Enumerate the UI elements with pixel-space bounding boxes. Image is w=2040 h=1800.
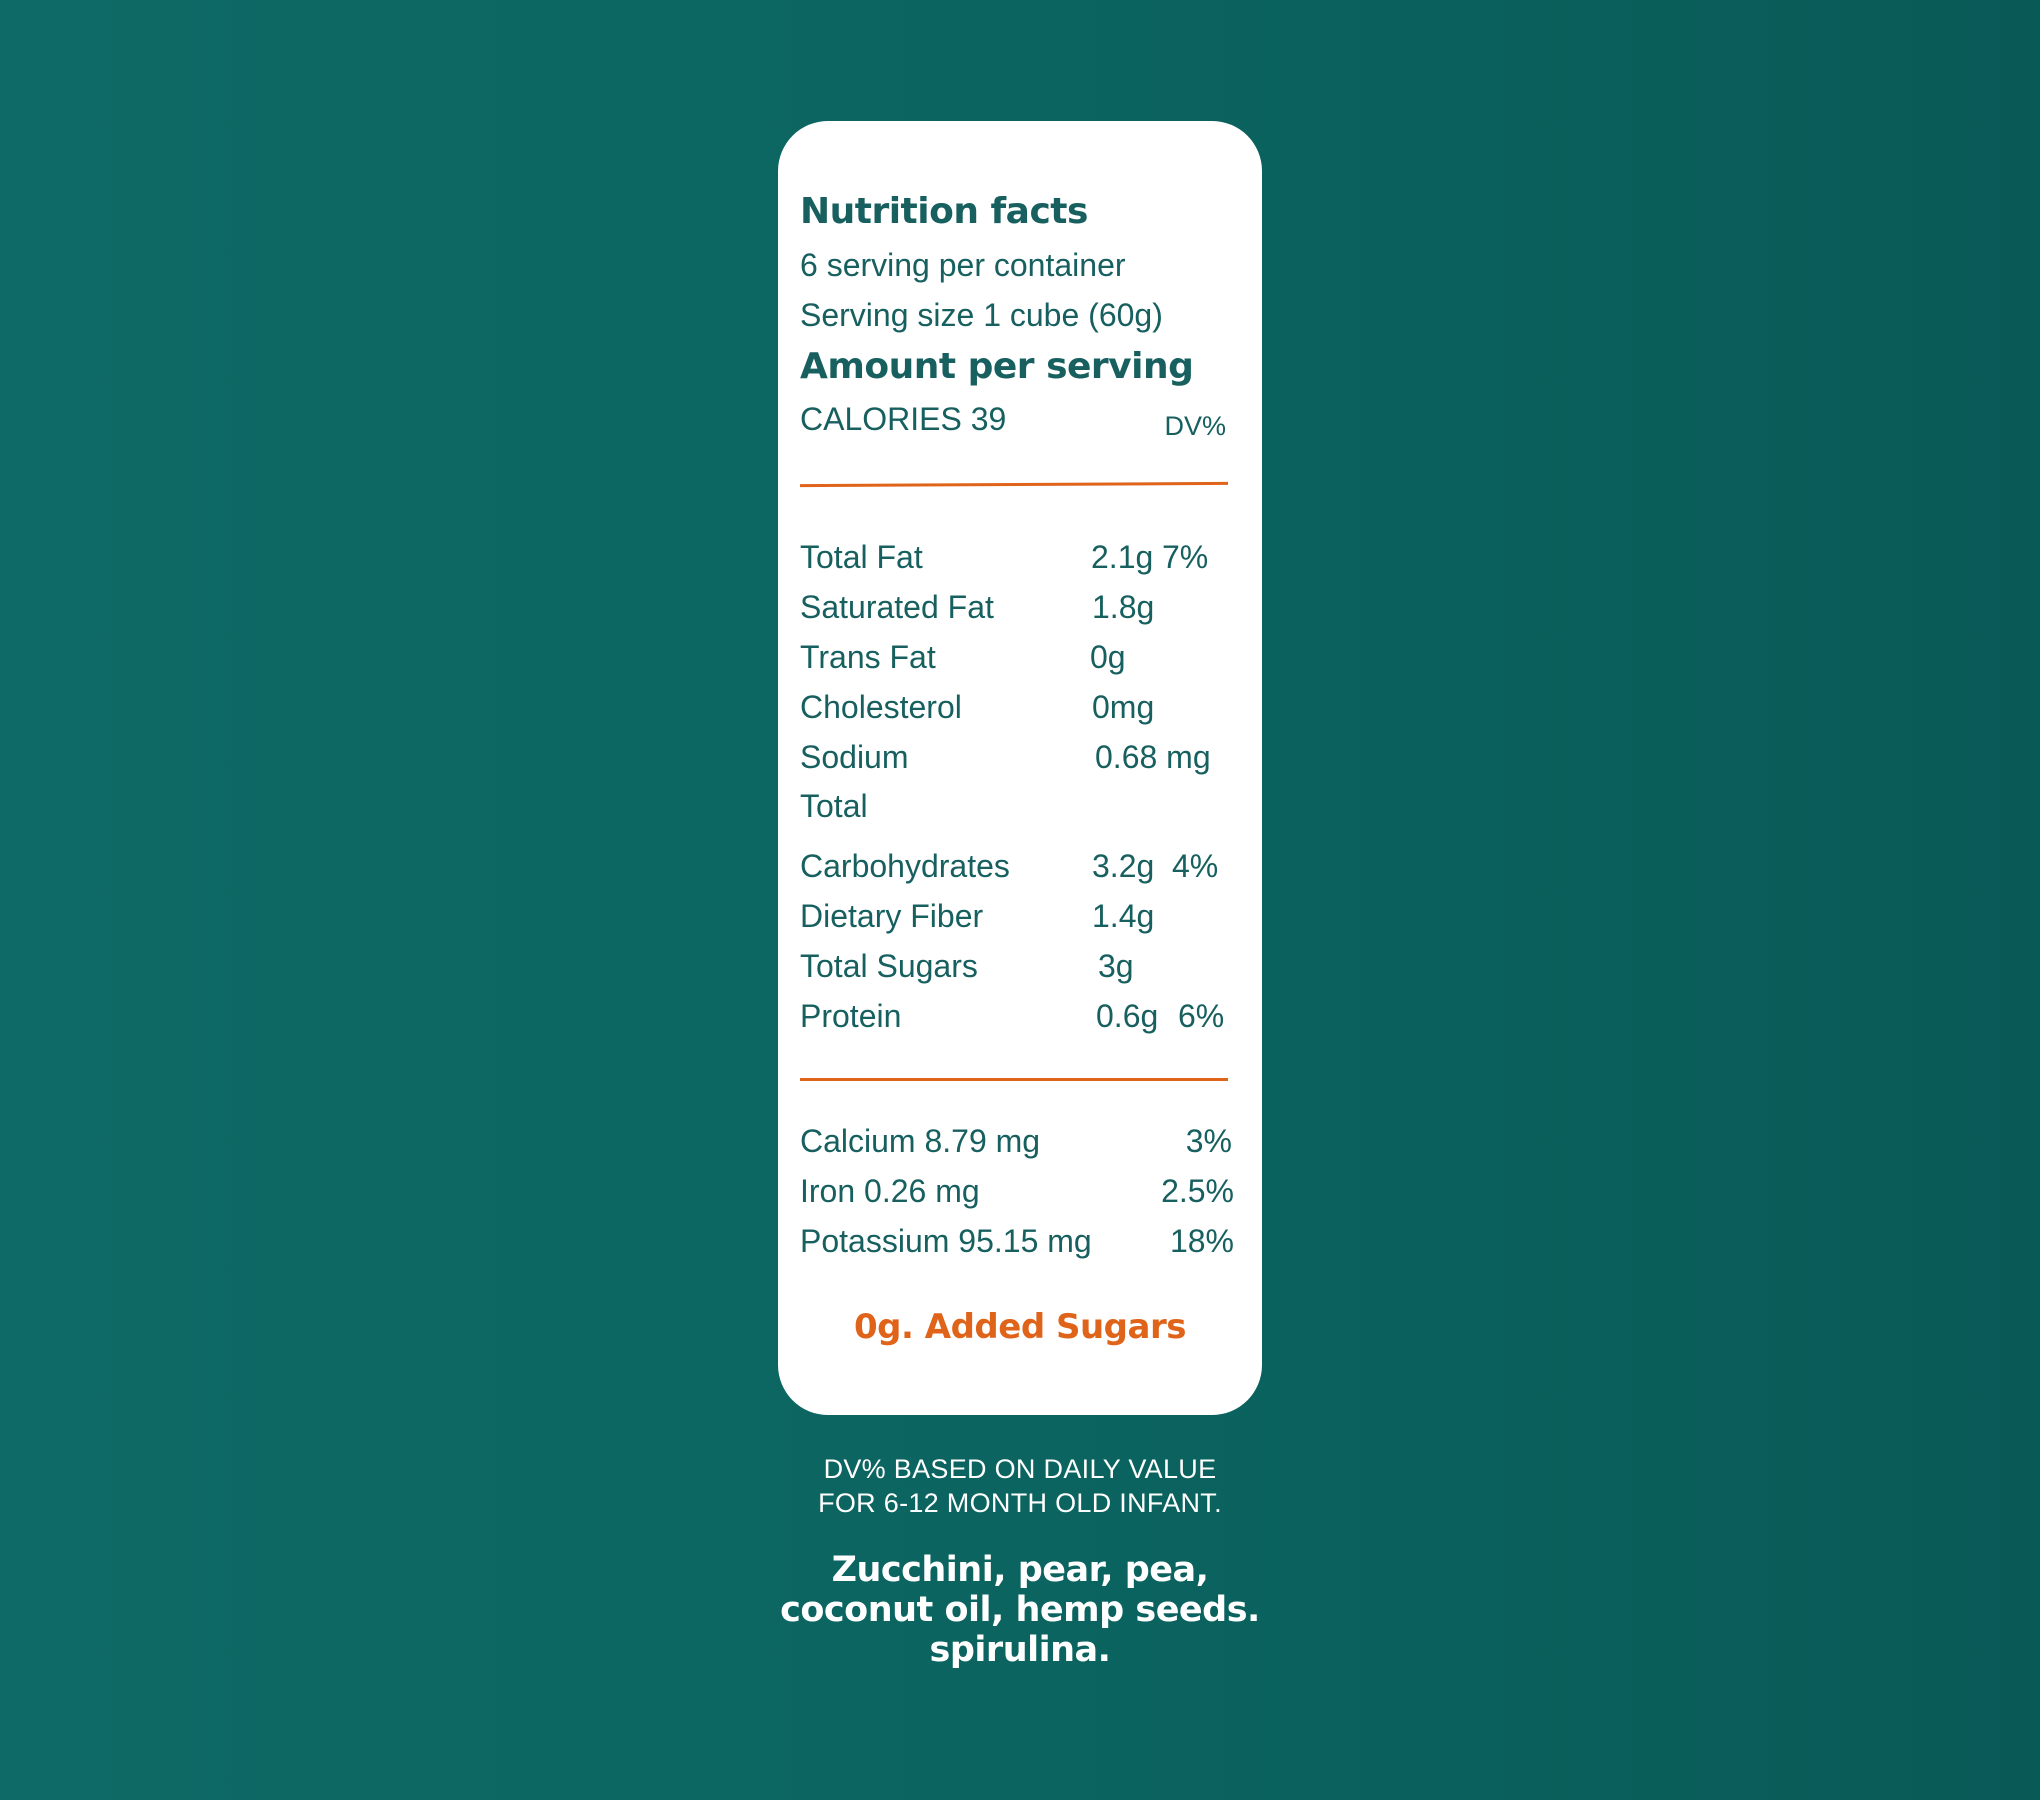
nutrient-name: Total Sugars — [800, 948, 978, 984]
nutrient-value: 3.2g — [1092, 848, 1155, 884]
mineral-row-potassium — [800, 1223, 1240, 1263]
nutrient-name: Dietary Fiber — [800, 898, 984, 934]
amount-per-serving-heading: Amount per serving — [800, 346, 1194, 387]
mineral-row-iron — [800, 1173, 1240, 1213]
nutrient-name: Saturated Fat — [800, 589, 994, 625]
ingredients-line-3: spirulina. — [929, 1630, 1111, 1670]
nutrient-row-carbohydrates — [800, 848, 1240, 888]
servings-per-container: 6 serving per container — [800, 247, 1126, 283]
ingredients-line-2: coconut oil, hemp seeds. — [780, 1590, 1260, 1630]
nutrient-value: 0.6g — [1096, 998, 1159, 1034]
nutrient-row-dietary-fiber — [800, 898, 1240, 938]
ingredients-line-1: Zucchini, pear, pea, — [831, 1550, 1209, 1590]
nutrient-row-trans-fat — [800, 639, 1240, 679]
added-sugars-note: 0g. Added Sugars — [854, 1307, 1186, 1347]
nutrient-dv: 6% — [1178, 998, 1225, 1034]
nutrient-value: 2.1g — [1091, 539, 1154, 575]
nutrient-name: Total Fat — [800, 539, 923, 575]
nutrition-title: Nutrition facts — [800, 191, 1088, 232]
nutrient-name: Protein — [800, 998, 902, 1034]
ingredients-list — [700, 1550, 1340, 1670]
nutrient-name: Sodium — [800, 739, 909, 775]
mineral-dv: 2.5% — [1161, 1173, 1234, 1209]
nutrient-name: Total — [800, 788, 868, 824]
nutrient-name: Cholesterol — [800, 689, 962, 725]
nutrient-row-cholesterol — [800, 689, 1240, 729]
nutrient-row-total-fat — [800, 539, 1240, 579]
nutrient-name: Trans Fat — [800, 639, 936, 675]
mineral-name: Potassium 95.15 mg — [800, 1223, 1092, 1259]
nutrient-value: 0.68 mg — [1095, 739, 1211, 775]
nutrient-value: 3g — [1098, 948, 1134, 984]
nutrient-value: 1.4g — [1092, 898, 1155, 934]
mineral-dv: 18% — [1169, 1223, 1234, 1259]
nutrient-value: 1.8g — [1092, 589, 1155, 625]
nutrition-label — [800, 121, 1240, 1415]
nutrient-row-total-sugars — [800, 948, 1240, 988]
serving-size: Serving size 1 cube (60g) — [800, 297, 1163, 333]
dv-footnote-line-2: FOR 6-12 MONTH OLD INFANT. — [818, 1488, 1222, 1518]
nutrition-card — [778, 121, 1262, 1415]
nutrient-row-saturated-fat — [800, 589, 1240, 629]
nutrient-row-protein — [800, 998, 1240, 1038]
nutrient-value: 0g — [1090, 639, 1126, 675]
dv-header: DV% — [1164, 411, 1226, 441]
nutrient-dv: 4% — [1172, 848, 1219, 884]
divider-bottom — [800, 1078, 1228, 1081]
calories: CALORIES 39 — [800, 401, 1007, 437]
nutrient-value: 0mg — [1092, 689, 1155, 725]
dv-footnote — [720, 1452, 1320, 1520]
nutrient-row-sodium — [800, 739, 1240, 779]
mineral-name: Iron 0.26 mg — [800, 1173, 980, 1209]
mineral-name: Calcium 8.79 mg — [800, 1123, 1041, 1159]
nutrient-dv: 7% — [1162, 539, 1209, 575]
mineral-row-calcium — [800, 1123, 1240, 1163]
dv-footnote-line-1: DV% BASED ON DAILY VALUE — [823, 1454, 1217, 1484]
mineral-dv: 3% — [1185, 1123, 1232, 1159]
nutrient-name: Carbohydrates — [800, 848, 1010, 884]
nutrient-row-total — [800, 788, 1240, 828]
divider-top — [800, 482, 1228, 487]
